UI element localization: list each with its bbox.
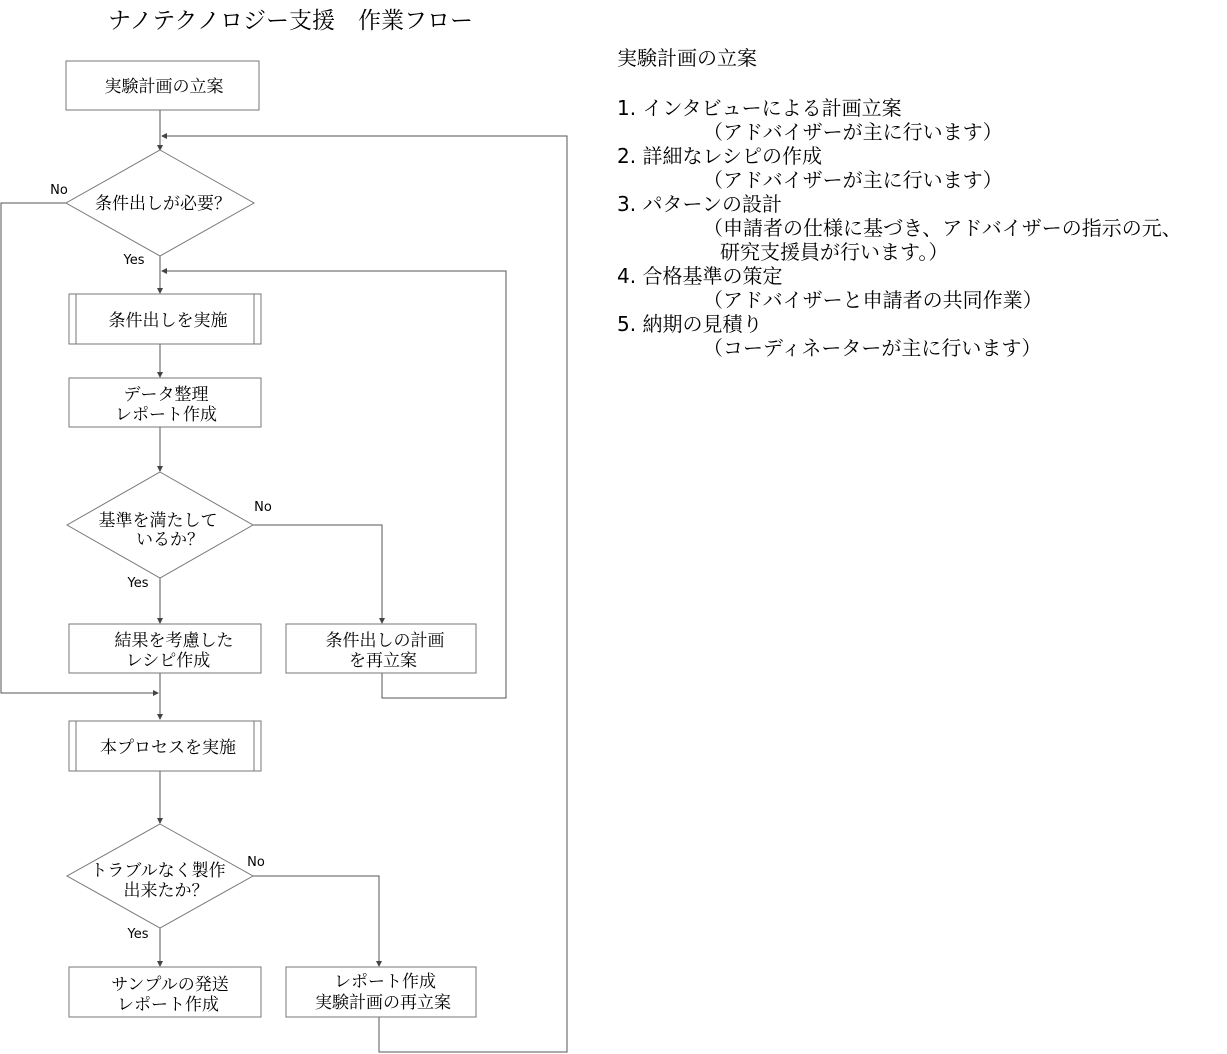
decision-criteria-label-2: いるか？ xyxy=(136,530,204,550)
notes-item-4 xyxy=(617,264,1182,312)
decision-trouble-label-2: 出来たか？ xyxy=(123,881,209,901)
notes-item-label: 2. 詳細なレシピの作成 xyxy=(617,144,822,168)
replan-experiment-label-1: レポート作成 xyxy=(334,972,436,992)
notes-item-1 xyxy=(617,96,1182,144)
decision-criteria-label-1: 基準を満たして xyxy=(98,511,218,531)
notes-item-detail: （コーディネーターが主に行います） xyxy=(703,336,1042,360)
notes-item-5 xyxy=(617,312,1182,360)
replan-conditions-label-1: 条件出しの計画 xyxy=(325,631,445,651)
yes-label-conditions: Yes xyxy=(123,253,145,268)
notes-item-label: 5. 納期の見積り xyxy=(617,312,763,336)
notes-panel xyxy=(617,46,1182,360)
yes-label-trouble: Yes xyxy=(127,927,149,942)
recipe-label-2: レシピ作成 xyxy=(125,651,211,671)
no-label-trouble: No xyxy=(247,855,265,870)
notes-item-3 xyxy=(617,192,1182,264)
notes-item-2 xyxy=(617,144,1182,192)
decision-trouble-label-1: トラブルなく製作 xyxy=(90,861,226,881)
no-label-criteria: No xyxy=(254,500,272,515)
main-process-label: 本プロセスを実施 xyxy=(100,738,236,758)
replan-experiment-label-2: 実験計画の再立案 xyxy=(315,993,451,1013)
notes-item-label: 1. インタビューによる計画立案 xyxy=(617,96,902,120)
ship-label-2: レポート作成 xyxy=(117,995,219,1015)
notes-item-detail: （申請者の仕様に基づき、アドバイザーの指示の元、 xyxy=(703,216,1182,240)
start-label: 実験計画の立案 xyxy=(104,77,224,97)
no-path-criteria xyxy=(253,525,382,623)
notes-item-label: 3. パターンの設計 xyxy=(617,192,783,216)
no-path-skip-conditions xyxy=(1,203,158,693)
decision-conditions-label: 条件出しが必要？ xyxy=(95,194,231,214)
no-label-conditions: No xyxy=(50,183,68,198)
notes-item-detail: （アドバイザーが主に行います） xyxy=(703,120,1003,144)
yes-label-criteria: Yes xyxy=(127,576,149,591)
notes-heading: 実験計画の立案 xyxy=(617,46,757,70)
notes-item-detail: （アドバイザーが主に行います） xyxy=(703,168,1003,192)
notes-item-label: 4. 合格基準の策定 xyxy=(617,264,783,288)
data-org-label-1: データ整理 xyxy=(123,385,209,405)
notes-item-detail: 研究支援員が行います。） xyxy=(720,240,949,264)
replan-conditions-label-2: を再立案 xyxy=(349,651,417,671)
page-title: ナノテクノロジー支援 作業フロー xyxy=(108,8,474,34)
data-org-label-2: レポート作成 xyxy=(115,405,217,425)
ship-label-1: サンプルの発送 xyxy=(111,975,229,995)
notes-item-detail: （アドバイザーと申請者の共同作業） xyxy=(703,288,1043,312)
no-path-trouble xyxy=(253,876,379,966)
run-conditions-label: 条件出しを実施 xyxy=(108,311,228,331)
recipe-label-1: 結果を考慮した xyxy=(114,631,234,651)
